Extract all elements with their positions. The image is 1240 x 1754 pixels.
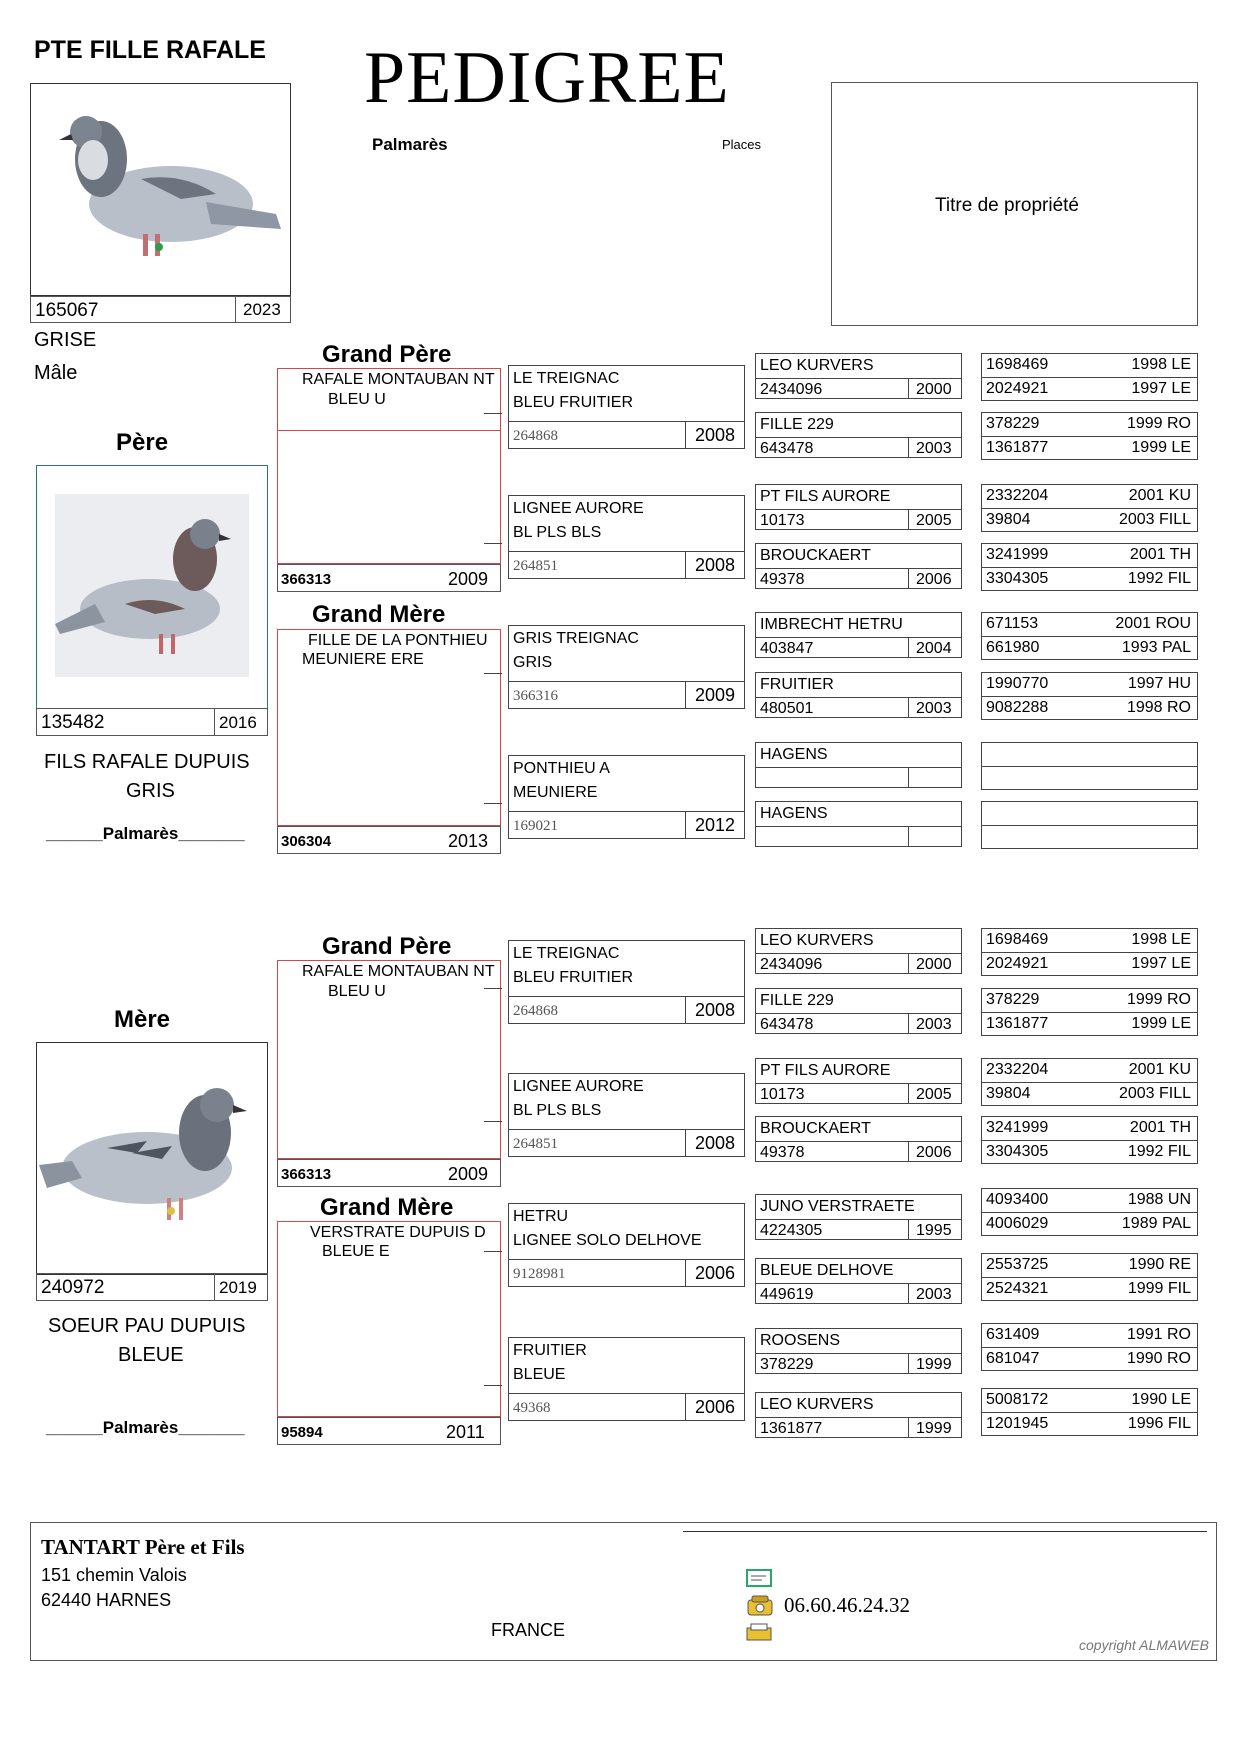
gen5-info: 1998 RO xyxy=(1126,699,1191,716)
gg-line2: BLEU FRUITIER xyxy=(513,394,634,411)
gen5-info: 1998 LE xyxy=(1131,356,1191,373)
gen4-name: HAGENS xyxy=(760,805,828,822)
subject-ring-box xyxy=(30,296,291,323)
mother-gf-ring: 366313 xyxy=(281,1166,332,1183)
phone-icon xyxy=(746,1595,774,1617)
gen4-name: ROOSENS xyxy=(760,1332,841,1349)
great-grandparent-card xyxy=(508,1337,745,1421)
gen4-ring: 2434096 xyxy=(760,381,823,398)
gen5-info: 2001 ROU xyxy=(1115,615,1191,632)
gen4-card xyxy=(755,1392,962,1438)
gg-line1: PONTHIEU A xyxy=(513,760,610,777)
gen4-ring: 2434096 xyxy=(760,956,823,973)
gen5-ring: 3304305 xyxy=(986,570,1049,587)
gg-ring: 366316 xyxy=(513,688,558,704)
great-grandparent-card xyxy=(508,940,745,1024)
gg-year: 2008 xyxy=(695,555,736,575)
gen5-card xyxy=(981,1188,1198,1236)
gen5-info: 1988 UN xyxy=(1127,1191,1191,1208)
gen5-ring: 378229 xyxy=(986,415,1040,432)
subject-sex: Mâle xyxy=(34,362,78,384)
gen5-card xyxy=(981,1323,1198,1371)
gen5-info: 1992 FIL xyxy=(1127,1143,1191,1160)
great-grandparent-card xyxy=(508,1073,745,1157)
subject-year: 2023 xyxy=(243,300,281,319)
gen4-name: PT FILS AURORE xyxy=(760,1062,891,1079)
mother-grandmother-heading: Grand Mère xyxy=(320,1194,454,1221)
gen4-ring: 480501 xyxy=(760,700,814,717)
gen4-card xyxy=(755,543,962,589)
father-gf-ring-box xyxy=(277,564,501,592)
gen5-info: 1998 LE xyxy=(1131,931,1191,948)
subject-ring: 165067 xyxy=(35,300,99,321)
gg-line2: LIGNEE SOLO DELHOVE xyxy=(513,1232,702,1249)
gen4-ring: 643478 xyxy=(760,440,814,457)
ownership-box xyxy=(831,82,1198,326)
father-grandmother-heading: Grand Mère xyxy=(312,601,446,628)
gen5-info: 2003 FILL xyxy=(1118,1085,1191,1102)
gen5-card xyxy=(981,412,1198,460)
gen4-card xyxy=(755,1194,962,1240)
ownership-label: Titre de propriété xyxy=(935,195,1079,216)
gen5-ring: 1698469 xyxy=(986,356,1049,373)
subject-photo xyxy=(30,83,291,296)
gen5-info: 1990 LE xyxy=(1131,1391,1191,1408)
gg-year: 2008 xyxy=(695,1133,736,1153)
gen4-name: PT FILS AURORE xyxy=(760,488,891,505)
copyright: copyright ALMAWEB xyxy=(1079,1637,1209,1653)
gen4-year: 2003 xyxy=(916,1016,952,1033)
subject-color: GRISE xyxy=(34,329,97,351)
father-gf-ring: 366313 xyxy=(281,571,332,588)
gen5-ring: 2332204 xyxy=(986,1061,1049,1078)
father-grandfather-box xyxy=(277,368,501,564)
gen5-ring: 4093400 xyxy=(986,1191,1049,1208)
gen5-card xyxy=(981,1388,1198,1436)
father-year: 2016 xyxy=(219,713,257,732)
gen5-ring: 378229 xyxy=(986,991,1040,1008)
gg-line2: BL PLS BLS xyxy=(513,524,602,541)
gen5-info: 1999 LE xyxy=(1131,439,1191,456)
father-color: GRIS xyxy=(126,780,175,802)
gen5-info: 1997 LE xyxy=(1131,955,1191,972)
father-gm-line1: FILLE DE LA PONTHIEU xyxy=(308,632,488,649)
gg-year: 2008 xyxy=(695,1000,736,1020)
gen4-card xyxy=(755,1258,962,1304)
gen5-ring: 9082288 xyxy=(986,699,1049,716)
gen4-year: 2006 xyxy=(916,1144,952,1161)
gen5-ring: 2024921 xyxy=(986,380,1049,397)
gen4-card xyxy=(755,412,962,458)
gen5-card xyxy=(981,1058,1198,1106)
gen4-name: FILLE 229 xyxy=(760,992,834,1009)
mother-gm-year: 2011 xyxy=(446,1422,485,1442)
mother-gm-line1: VERSTRATE DUPUIS D xyxy=(310,1224,486,1241)
gg-ring: 264851 xyxy=(513,1136,558,1152)
gen4-ring: 403847 xyxy=(760,640,814,657)
mother-grandmother-box xyxy=(277,1221,501,1417)
gen4-name: LEO KURVERS xyxy=(760,932,874,949)
gen4-year: 2004 xyxy=(916,640,952,657)
father-grandmother-box xyxy=(277,629,501,826)
gen5-ring: 3241999 xyxy=(986,546,1049,563)
father-gf-line1: RAFALE MONTAUBAN NT xyxy=(302,371,495,388)
gen5-info: 1990 RO xyxy=(1126,1350,1191,1367)
gen5-card xyxy=(981,353,1198,401)
gen5-ring: 2524321 xyxy=(986,1280,1049,1297)
gg-line1: LIGNEE AURORE xyxy=(513,1078,644,1095)
father-photo xyxy=(36,465,268,709)
gg-line2: MEUNIERE xyxy=(513,784,598,801)
gen5-info: 1991 RO xyxy=(1126,1326,1191,1343)
gen5-ring: 5008172 xyxy=(986,1391,1049,1408)
mother-year: 2019 xyxy=(219,1278,257,1297)
gen4-year: 2003 xyxy=(916,440,952,457)
father-gm-line2: MEUNIERE ERE xyxy=(302,651,424,668)
mother-heading: Mère xyxy=(114,1006,171,1033)
gg-year: 2006 xyxy=(695,1263,736,1283)
gen5-info: 1993 PAL xyxy=(1121,639,1191,656)
mother-gm-line2: BLEUE E xyxy=(322,1243,390,1260)
gen5-info: 1992 FIL xyxy=(1127,570,1191,587)
gen4-name: IMBRECHT HETRU xyxy=(760,616,903,633)
gen5-info: 2001 TH xyxy=(1129,546,1191,563)
footer-box xyxy=(30,1522,1217,1661)
gg-line2: GRIS xyxy=(513,654,553,671)
mother-gf-line1: RAFALE MONTAUBAN NT xyxy=(302,963,495,980)
mother-palmares: ______Palmarès_______ xyxy=(46,1418,245,1437)
mother-gf-line2: BLEU U xyxy=(328,983,386,1000)
gen4-card xyxy=(755,353,962,399)
gen4-ring: 1361877 xyxy=(760,1420,823,1437)
father-palmares: ______Palmarès_______ xyxy=(46,824,245,843)
gg-ring: 264868 xyxy=(513,428,558,444)
great-grandparent-card xyxy=(508,1203,745,1287)
gen4-name: BROUCKAERT xyxy=(760,1120,871,1137)
gen4-name: BLEUE DELHOVE xyxy=(760,1262,894,1279)
gg-ring: 169021 xyxy=(513,818,558,834)
gen5-ring: 1698469 xyxy=(986,931,1049,948)
gen4-year: 2005 xyxy=(916,1086,952,1103)
gen4-year: 1999 xyxy=(916,1356,952,1373)
gen4-card xyxy=(755,484,962,530)
father-grandfather-heading: Grand Père xyxy=(322,341,452,368)
gg-year: 2009 xyxy=(695,685,736,705)
owner-address1: 151 chemin Valois xyxy=(41,1565,187,1585)
gg-line1: LIGNEE AURORE xyxy=(513,500,644,517)
gen5-info: 2001 KU xyxy=(1128,487,1191,504)
owner-country: FRANCE xyxy=(491,1620,566,1640)
gen4-name: HAGENS xyxy=(760,746,828,763)
gen5-ring: 1201945 xyxy=(986,1415,1049,1432)
gen5-info: 1997 LE xyxy=(1131,380,1191,397)
gg-ring: 264868 xyxy=(513,1003,558,1019)
great-grandparent-card xyxy=(508,755,745,839)
great-grandparent-card xyxy=(508,365,745,449)
gg-ring: 49368 xyxy=(513,1400,551,1416)
gen4-card xyxy=(755,1116,962,1162)
gen4-name: FILLE 229 xyxy=(760,416,834,433)
gen4-name: LEO KURVERS xyxy=(760,357,874,374)
gen4-name: FRUITIER xyxy=(760,676,834,693)
father-heading: Père xyxy=(116,429,169,456)
pigeon-icon xyxy=(31,84,290,295)
gen5-ring: 2553725 xyxy=(986,1256,1049,1273)
gen4-year: 2006 xyxy=(916,571,952,588)
gen4-name: LEO KURVERS xyxy=(760,1396,874,1413)
gen5-card xyxy=(981,801,1198,849)
gen5-card xyxy=(981,988,1198,1036)
mother-ring-box xyxy=(36,1273,268,1301)
father-gm-year: 2013 xyxy=(448,831,489,851)
places-label: Places xyxy=(722,137,762,152)
gen5-info: 1999 RO xyxy=(1126,991,1191,1008)
gg-line2: BLEU FRUITIER xyxy=(513,969,634,986)
gen4-card xyxy=(755,742,962,788)
great-grandparent-card xyxy=(508,625,745,709)
gen5-card xyxy=(981,484,1198,532)
gen5-info: 2001 KU xyxy=(1128,1061,1191,1078)
gen5-ring: 631409 xyxy=(986,1326,1040,1343)
gg-line1: GRIS TREIGNAC xyxy=(513,630,639,647)
gen5-ring: 681047 xyxy=(986,1350,1040,1367)
pigeon-icon xyxy=(55,494,249,677)
gen4-card xyxy=(755,928,962,974)
gen4-year: 1995 xyxy=(916,1222,952,1239)
subject-name: PTE FILLE RAFALE xyxy=(34,36,266,64)
gen5-info: 2003 FILL xyxy=(1118,511,1191,528)
gg-line2: BLEUE xyxy=(513,1366,566,1383)
gen5-card xyxy=(981,612,1198,660)
gen5-info: 1990 RE xyxy=(1128,1256,1191,1273)
page-title: PEDIGREE xyxy=(364,37,730,119)
great-grandparent-card xyxy=(508,495,745,579)
gen4-ring: 49378 xyxy=(760,571,805,588)
gen5-ring: 1361877 xyxy=(986,439,1049,456)
gg-year: 2012 xyxy=(695,815,736,835)
gg-line1: LE TREIGNAC xyxy=(513,945,620,962)
gen4-name: JUNO VERSTRAETE xyxy=(760,1198,915,1215)
gen5-ring: 671153 xyxy=(986,615,1039,632)
gen5-ring: 1361877 xyxy=(986,1015,1049,1032)
gen5-card xyxy=(981,543,1198,591)
mother-gf-ring-box xyxy=(277,1159,501,1187)
mother-grandfather-heading: Grand Père xyxy=(322,933,452,960)
mother-name: SOEUR PAU DUPUIS xyxy=(48,1315,246,1337)
gg-year: 2006 xyxy=(695,1397,736,1417)
mother-photo xyxy=(36,1042,268,1275)
gen4-card xyxy=(755,1058,962,1104)
gen4-year: 2000 xyxy=(916,956,952,973)
gen5-ring: 1990770 xyxy=(986,675,1049,692)
gen4-ring: 10173 xyxy=(760,1086,805,1103)
gg-ring: 9128981 xyxy=(513,1266,566,1282)
mother-grandfather-box xyxy=(277,960,501,1159)
mother-gm-ring-box xyxy=(277,1417,501,1445)
mother-gf-year: 2009 xyxy=(448,1164,489,1184)
gen4-ring: 643478 xyxy=(760,1016,814,1033)
gen5-card xyxy=(981,1253,1198,1301)
gen5-ring: 39804 xyxy=(986,1085,1031,1102)
gen5-card xyxy=(981,742,1198,790)
gen5-info: 1996 FIL xyxy=(1127,1415,1191,1432)
father-ring: 135482 xyxy=(41,712,105,733)
mother-gm-ring: 95894 xyxy=(281,1424,323,1441)
gen4-ring: 10173 xyxy=(760,512,805,529)
pigeon-icon xyxy=(37,1043,267,1274)
gen5-ring: 39804 xyxy=(986,511,1031,528)
mother-color: BLEUE xyxy=(118,1344,184,1366)
father-ring-box xyxy=(36,708,268,736)
gen4-year: 2003 xyxy=(916,700,952,717)
gen5-ring: 2332204 xyxy=(986,487,1049,504)
gen5-ring: 661980 xyxy=(986,639,1040,656)
mail-icon xyxy=(746,1569,772,1587)
gen5-info: 1999 RO xyxy=(1126,415,1191,432)
father-gm-ring-box xyxy=(277,826,501,854)
gg-line2: BL PLS BLS xyxy=(513,1102,602,1119)
gen4-card xyxy=(755,988,962,1034)
gen5-ring: 4006029 xyxy=(986,1215,1049,1232)
owner-address2: 62440 HARNES xyxy=(41,1590,172,1610)
gen4-ring: 449619 xyxy=(760,1286,814,1303)
gen4-name: BROUCKAERT xyxy=(760,547,871,564)
gen5-card xyxy=(981,1116,1198,1164)
gg-line1: HETRU xyxy=(513,1208,569,1225)
gen5-card xyxy=(981,672,1198,720)
gen5-ring: 2024921 xyxy=(986,955,1049,972)
fax-icon xyxy=(746,1623,772,1641)
gen5-info: 2001 TH xyxy=(1129,1119,1191,1136)
gen5-info: 1999 LE xyxy=(1131,1015,1191,1032)
mother-ring: 240972 xyxy=(41,1277,105,1298)
gen4-year: 1999 xyxy=(916,1420,952,1437)
gen5-info: 1989 PAL xyxy=(1121,1215,1191,1232)
gen5-info: 1997 HU xyxy=(1127,675,1191,692)
gen4-card xyxy=(755,612,962,658)
gen4-card xyxy=(755,1328,962,1374)
owner-phone: 06.60.46.24.32 xyxy=(784,1593,910,1617)
gen4-ring: 49378 xyxy=(760,1144,805,1161)
gg-line1: LE TREIGNAC xyxy=(513,370,620,387)
gg-ring: 264851 xyxy=(513,558,558,574)
gen4-year: 2005 xyxy=(916,512,952,529)
palmares-label: Palmarès xyxy=(372,135,448,154)
gen4-year: 2003 xyxy=(916,1286,952,1303)
father-name: FILS RAFALE DUPUIS xyxy=(44,751,250,773)
owner-name: TANTART Père et Fils xyxy=(41,1535,245,1559)
gg-line1: FRUITIER xyxy=(513,1342,587,1359)
father-gf-line2: BLEU U xyxy=(328,391,386,408)
gen5-info: 1999 FIL xyxy=(1127,1280,1191,1297)
gg-year: 2008 xyxy=(695,425,736,445)
gen5-card xyxy=(981,928,1198,976)
gen4-card xyxy=(755,672,962,718)
gen4-ring: 378229 xyxy=(760,1356,814,1373)
father-gf-year: 2009 xyxy=(448,569,489,589)
gen4-card xyxy=(755,801,962,847)
gen4-year: 2000 xyxy=(916,381,952,398)
father-gm-ring: 306304 xyxy=(281,833,332,850)
gen5-ring: 3304305 xyxy=(986,1143,1049,1160)
gen4-ring: 4224305 xyxy=(760,1222,823,1239)
gen5-ring: 3241999 xyxy=(986,1119,1049,1136)
